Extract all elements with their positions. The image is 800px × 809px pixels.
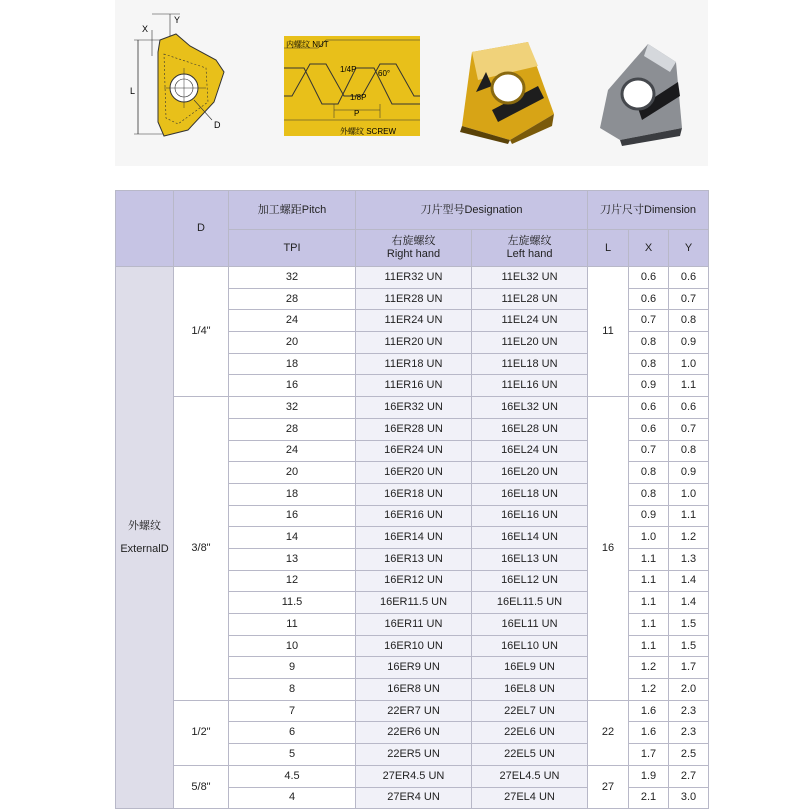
thread-profile-drawing bbox=[282, 34, 422, 140]
x-cell: 0.7 bbox=[629, 440, 669, 462]
pitch-label: P bbox=[354, 109, 360, 118]
left-hand-cell: 16EL11 UN bbox=[472, 614, 588, 636]
y-cell: 1.0 bbox=[669, 483, 709, 505]
x-cell: 1.1 bbox=[629, 614, 669, 636]
tpi-cell: 11 bbox=[229, 614, 356, 636]
left-hand-cell: 16EL11.5 UN bbox=[472, 592, 588, 614]
y-cell: 2.3 bbox=[669, 722, 709, 744]
right-hand-en: Right hand bbox=[386, 248, 441, 260]
right-hand-cell: 22ER5 UN bbox=[356, 744, 472, 766]
tpi-cell: 4.5 bbox=[229, 765, 356, 787]
tpi-cell: 24 bbox=[229, 440, 356, 462]
length-cell: 27 bbox=[588, 765, 629, 808]
right-hand-cell: 16ER12 UN bbox=[356, 570, 472, 592]
y-cell: 0.9 bbox=[669, 332, 709, 354]
header-dimension: 刀片尺寸Dimension bbox=[588, 191, 709, 230]
length-cell: 22 bbox=[588, 700, 629, 765]
right-hand-cell: 16ER11 UN bbox=[356, 614, 472, 636]
right-hand-cell: 16ER13 UN bbox=[356, 548, 472, 570]
x-cell: 0.8 bbox=[629, 462, 669, 484]
y-cell: 2.5 bbox=[669, 744, 709, 766]
x-cell: 2.1 bbox=[629, 787, 669, 809]
left-hand-cell: 16EL28 UN bbox=[472, 418, 588, 440]
left-hand-cell: 22EL7 UN bbox=[472, 700, 588, 722]
insert-dimension-drawing bbox=[128, 12, 250, 144]
x-cell: 0.7 bbox=[629, 310, 669, 332]
right-hand-cell: 16ER14 UN bbox=[356, 527, 472, 549]
left-hand-cell: 11EL20 UN bbox=[472, 332, 588, 354]
dim-d-label: D bbox=[214, 120, 221, 130]
right-hand-cell: 16ER11.5 UN bbox=[356, 592, 472, 614]
right-hand-cell: 16ER18 UN bbox=[356, 483, 472, 505]
y-cell: 2.3 bbox=[669, 700, 709, 722]
header-y: Y bbox=[669, 230, 709, 267]
header-tpi: TPI bbox=[229, 230, 356, 267]
left-hand-cell: 27EL4.5 UN bbox=[472, 765, 588, 787]
tpi-cell: 16 bbox=[229, 505, 356, 527]
length-cell: 11 bbox=[588, 267, 629, 397]
left-hand-cell: 16EL20 UN bbox=[472, 462, 588, 484]
x-cell: 1.0 bbox=[629, 527, 669, 549]
right-hand-cell: 16ER8 UN bbox=[356, 679, 472, 701]
category-en: ExternalD bbox=[120, 542, 169, 555]
x-cell: 1.2 bbox=[629, 657, 669, 679]
spec-table-body bbox=[116, 191, 709, 809]
y-cell: 0.6 bbox=[669, 397, 709, 419]
y-cell: 3.0 bbox=[669, 787, 709, 809]
y-cell: 1.7 bbox=[669, 657, 709, 679]
eighth-pitch-label: 1/8P bbox=[350, 93, 367, 102]
x-cell: 1.1 bbox=[629, 548, 669, 570]
quarter-pitch-label: 1/4P bbox=[340, 65, 357, 74]
right-hand-cell: 11ER24 UN bbox=[356, 310, 472, 332]
tpi-cell: 32 bbox=[229, 397, 356, 419]
x-cell: 1.1 bbox=[629, 635, 669, 657]
x-cell: 0.9 bbox=[629, 375, 669, 397]
nut-label: 内螺纹 NUT bbox=[286, 40, 329, 49]
x-cell: 0.6 bbox=[629, 267, 669, 289]
angle-label: 60° bbox=[378, 69, 391, 78]
y-cell: 1.1 bbox=[669, 375, 709, 397]
diameter-cell: 1/2" bbox=[174, 700, 229, 765]
x-cell: 0.6 bbox=[629, 418, 669, 440]
x-cell: 1.7 bbox=[629, 744, 669, 766]
y-cell: 1.5 bbox=[669, 635, 709, 657]
diameter-cell: 1/4" bbox=[174, 267, 229, 397]
screw-label: 外螺纹 SCREW bbox=[340, 127, 396, 136]
right-hand-cell: 16ER24 UN bbox=[356, 440, 472, 462]
tpi-cell: 28 bbox=[229, 418, 356, 440]
tpi-cell: 28 bbox=[229, 288, 356, 310]
tpi-cell: 20 bbox=[229, 332, 356, 354]
table-row bbox=[116, 267, 709, 289]
tpi-cell: 4 bbox=[229, 787, 356, 809]
left-hand-cell: 16EL9 UN bbox=[472, 657, 588, 679]
header-d: D bbox=[174, 191, 229, 267]
right-hand-cell: 11ER18 UN bbox=[356, 353, 472, 375]
left-hand-cell: 16EL24 UN bbox=[472, 440, 588, 462]
left-hand-cell: 16EL14 UN bbox=[472, 527, 588, 549]
dim-l-label: L bbox=[130, 86, 136, 96]
dim-y-label: Y bbox=[174, 15, 181, 25]
tpi-cell: 10 bbox=[229, 635, 356, 657]
right-hand-cell: 11ER28 UN bbox=[356, 288, 472, 310]
tpi-cell: 20 bbox=[229, 462, 356, 484]
right-hand-cell: 16ER28 UN bbox=[356, 418, 472, 440]
left-hand-cell: 16EL32 UN bbox=[472, 397, 588, 419]
right-hand-cn: 右旋螺纹 bbox=[391, 235, 436, 247]
left-hand-cell: 16EL8 UN bbox=[472, 679, 588, 701]
header-right-hand bbox=[356, 230, 472, 267]
y-cell: 1.4 bbox=[669, 570, 709, 592]
right-hand-cell: 11ER32 UN bbox=[356, 267, 472, 289]
tpi-cell: 5 bbox=[229, 744, 356, 766]
tpi-cell: 18 bbox=[229, 353, 356, 375]
right-hand-cell: 11ER20 UN bbox=[356, 332, 472, 354]
header-pitch: 加工螺距Pitch bbox=[229, 191, 356, 230]
left-hand-cell: 11EL32 UN bbox=[472, 267, 588, 289]
length-cell: 16 bbox=[588, 397, 629, 701]
tpi-cell: 14 bbox=[229, 527, 356, 549]
x-cell: 1.9 bbox=[629, 765, 669, 787]
x-cell: 0.8 bbox=[629, 353, 669, 375]
tpi-cell: 24 bbox=[229, 310, 356, 332]
silver-insert-image bbox=[586, 36, 696, 146]
category-cn: 外螺纹 bbox=[128, 519, 161, 532]
x-cell: 0.9 bbox=[629, 505, 669, 527]
table-row bbox=[116, 397, 709, 419]
header-designation: 刀片型号Designation bbox=[356, 191, 588, 230]
left-hand-en: Left hand bbox=[506, 248, 553, 260]
category-cell bbox=[116, 267, 174, 809]
y-cell: 1.5 bbox=[669, 614, 709, 636]
thread-insert-spec-table bbox=[115, 190, 709, 809]
tpi-cell: 18 bbox=[229, 483, 356, 505]
header-empty bbox=[116, 191, 174, 267]
y-cell: 0.7 bbox=[669, 418, 709, 440]
x-cell: 0.6 bbox=[629, 397, 669, 419]
left-hand-cell: 11EL24 UN bbox=[472, 310, 588, 332]
right-hand-cell: 16ER16 UN bbox=[356, 505, 472, 527]
header-l: L bbox=[588, 230, 629, 267]
left-hand-cell: 16EL13 UN bbox=[472, 548, 588, 570]
y-cell: 0.8 bbox=[669, 440, 709, 462]
y-cell: 0.6 bbox=[669, 267, 709, 289]
right-hand-cell: 27ER4.5 UN bbox=[356, 765, 472, 787]
tpi-cell: 32 bbox=[229, 267, 356, 289]
gold-insert-image bbox=[452, 36, 562, 146]
diameter-cell: 5/8" bbox=[174, 765, 229, 808]
x-cell: 0.8 bbox=[629, 483, 669, 505]
tpi-cell: 8 bbox=[229, 679, 356, 701]
dim-x-label: X bbox=[142, 24, 149, 34]
tpi-cell: 12 bbox=[229, 570, 356, 592]
y-cell: 2.0 bbox=[669, 679, 709, 701]
right-hand-cell: 16ER20 UN bbox=[356, 462, 472, 484]
x-cell: 1.6 bbox=[629, 700, 669, 722]
y-cell: 0.7 bbox=[669, 288, 709, 310]
left-hand-cell: 11EL18 UN bbox=[472, 353, 588, 375]
right-hand-cell: 27ER4 UN bbox=[356, 787, 472, 809]
y-cell: 1.0 bbox=[669, 353, 709, 375]
left-hand-cn: 左旋螺纹 bbox=[507, 235, 552, 247]
table-row bbox=[116, 700, 709, 722]
left-hand-cell: 16EL10 UN bbox=[472, 635, 588, 657]
tpi-cell: 16 bbox=[229, 375, 356, 397]
y-cell: 0.8 bbox=[669, 310, 709, 332]
left-hand-cell: 16EL18 UN bbox=[472, 483, 588, 505]
left-hand-cell: 11EL28 UN bbox=[472, 288, 588, 310]
tpi-cell: 9 bbox=[229, 657, 356, 679]
x-cell: 0.6 bbox=[629, 288, 669, 310]
right-hand-cell: 16ER9 UN bbox=[356, 657, 472, 679]
y-cell: 1.2 bbox=[669, 527, 709, 549]
x-cell: 1.1 bbox=[629, 570, 669, 592]
right-hand-cell: 11ER16 UN bbox=[356, 375, 472, 397]
header-x: X bbox=[629, 230, 669, 267]
right-hand-cell: 16ER32 UN bbox=[356, 397, 472, 419]
x-cell: 1.2 bbox=[629, 679, 669, 701]
tpi-cell: 11.5 bbox=[229, 592, 356, 614]
y-cell: 2.7 bbox=[669, 765, 709, 787]
right-hand-cell: 22ER7 UN bbox=[356, 700, 472, 722]
y-cell: 1.3 bbox=[669, 548, 709, 570]
table-row bbox=[116, 765, 709, 787]
tpi-cell: 6 bbox=[229, 722, 356, 744]
y-cell: 1.1 bbox=[669, 505, 709, 527]
left-hand-cell: 27EL4 UN bbox=[472, 787, 588, 809]
left-hand-cell: 16EL16 UN bbox=[472, 505, 588, 527]
left-hand-cell: 22EL6 UN bbox=[472, 722, 588, 744]
diameter-cell: 3/8" bbox=[174, 397, 229, 701]
header-row-1 bbox=[116, 191, 709, 230]
header-left-hand bbox=[472, 230, 588, 267]
y-cell: 1.4 bbox=[669, 592, 709, 614]
right-hand-cell: 16ER10 UN bbox=[356, 635, 472, 657]
x-cell: 0.8 bbox=[629, 332, 669, 354]
y-cell: 0.9 bbox=[669, 462, 709, 484]
x-cell: 1.6 bbox=[629, 722, 669, 744]
right-hand-cell: 22ER6 UN bbox=[356, 722, 472, 744]
x-cell: 1.1 bbox=[629, 592, 669, 614]
tpi-cell: 7 bbox=[229, 700, 356, 722]
left-hand-cell: 16EL12 UN bbox=[472, 570, 588, 592]
left-hand-cell: 11EL16 UN bbox=[472, 375, 588, 397]
left-hand-cell: 22EL5 UN bbox=[472, 744, 588, 766]
tpi-cell: 13 bbox=[229, 548, 356, 570]
